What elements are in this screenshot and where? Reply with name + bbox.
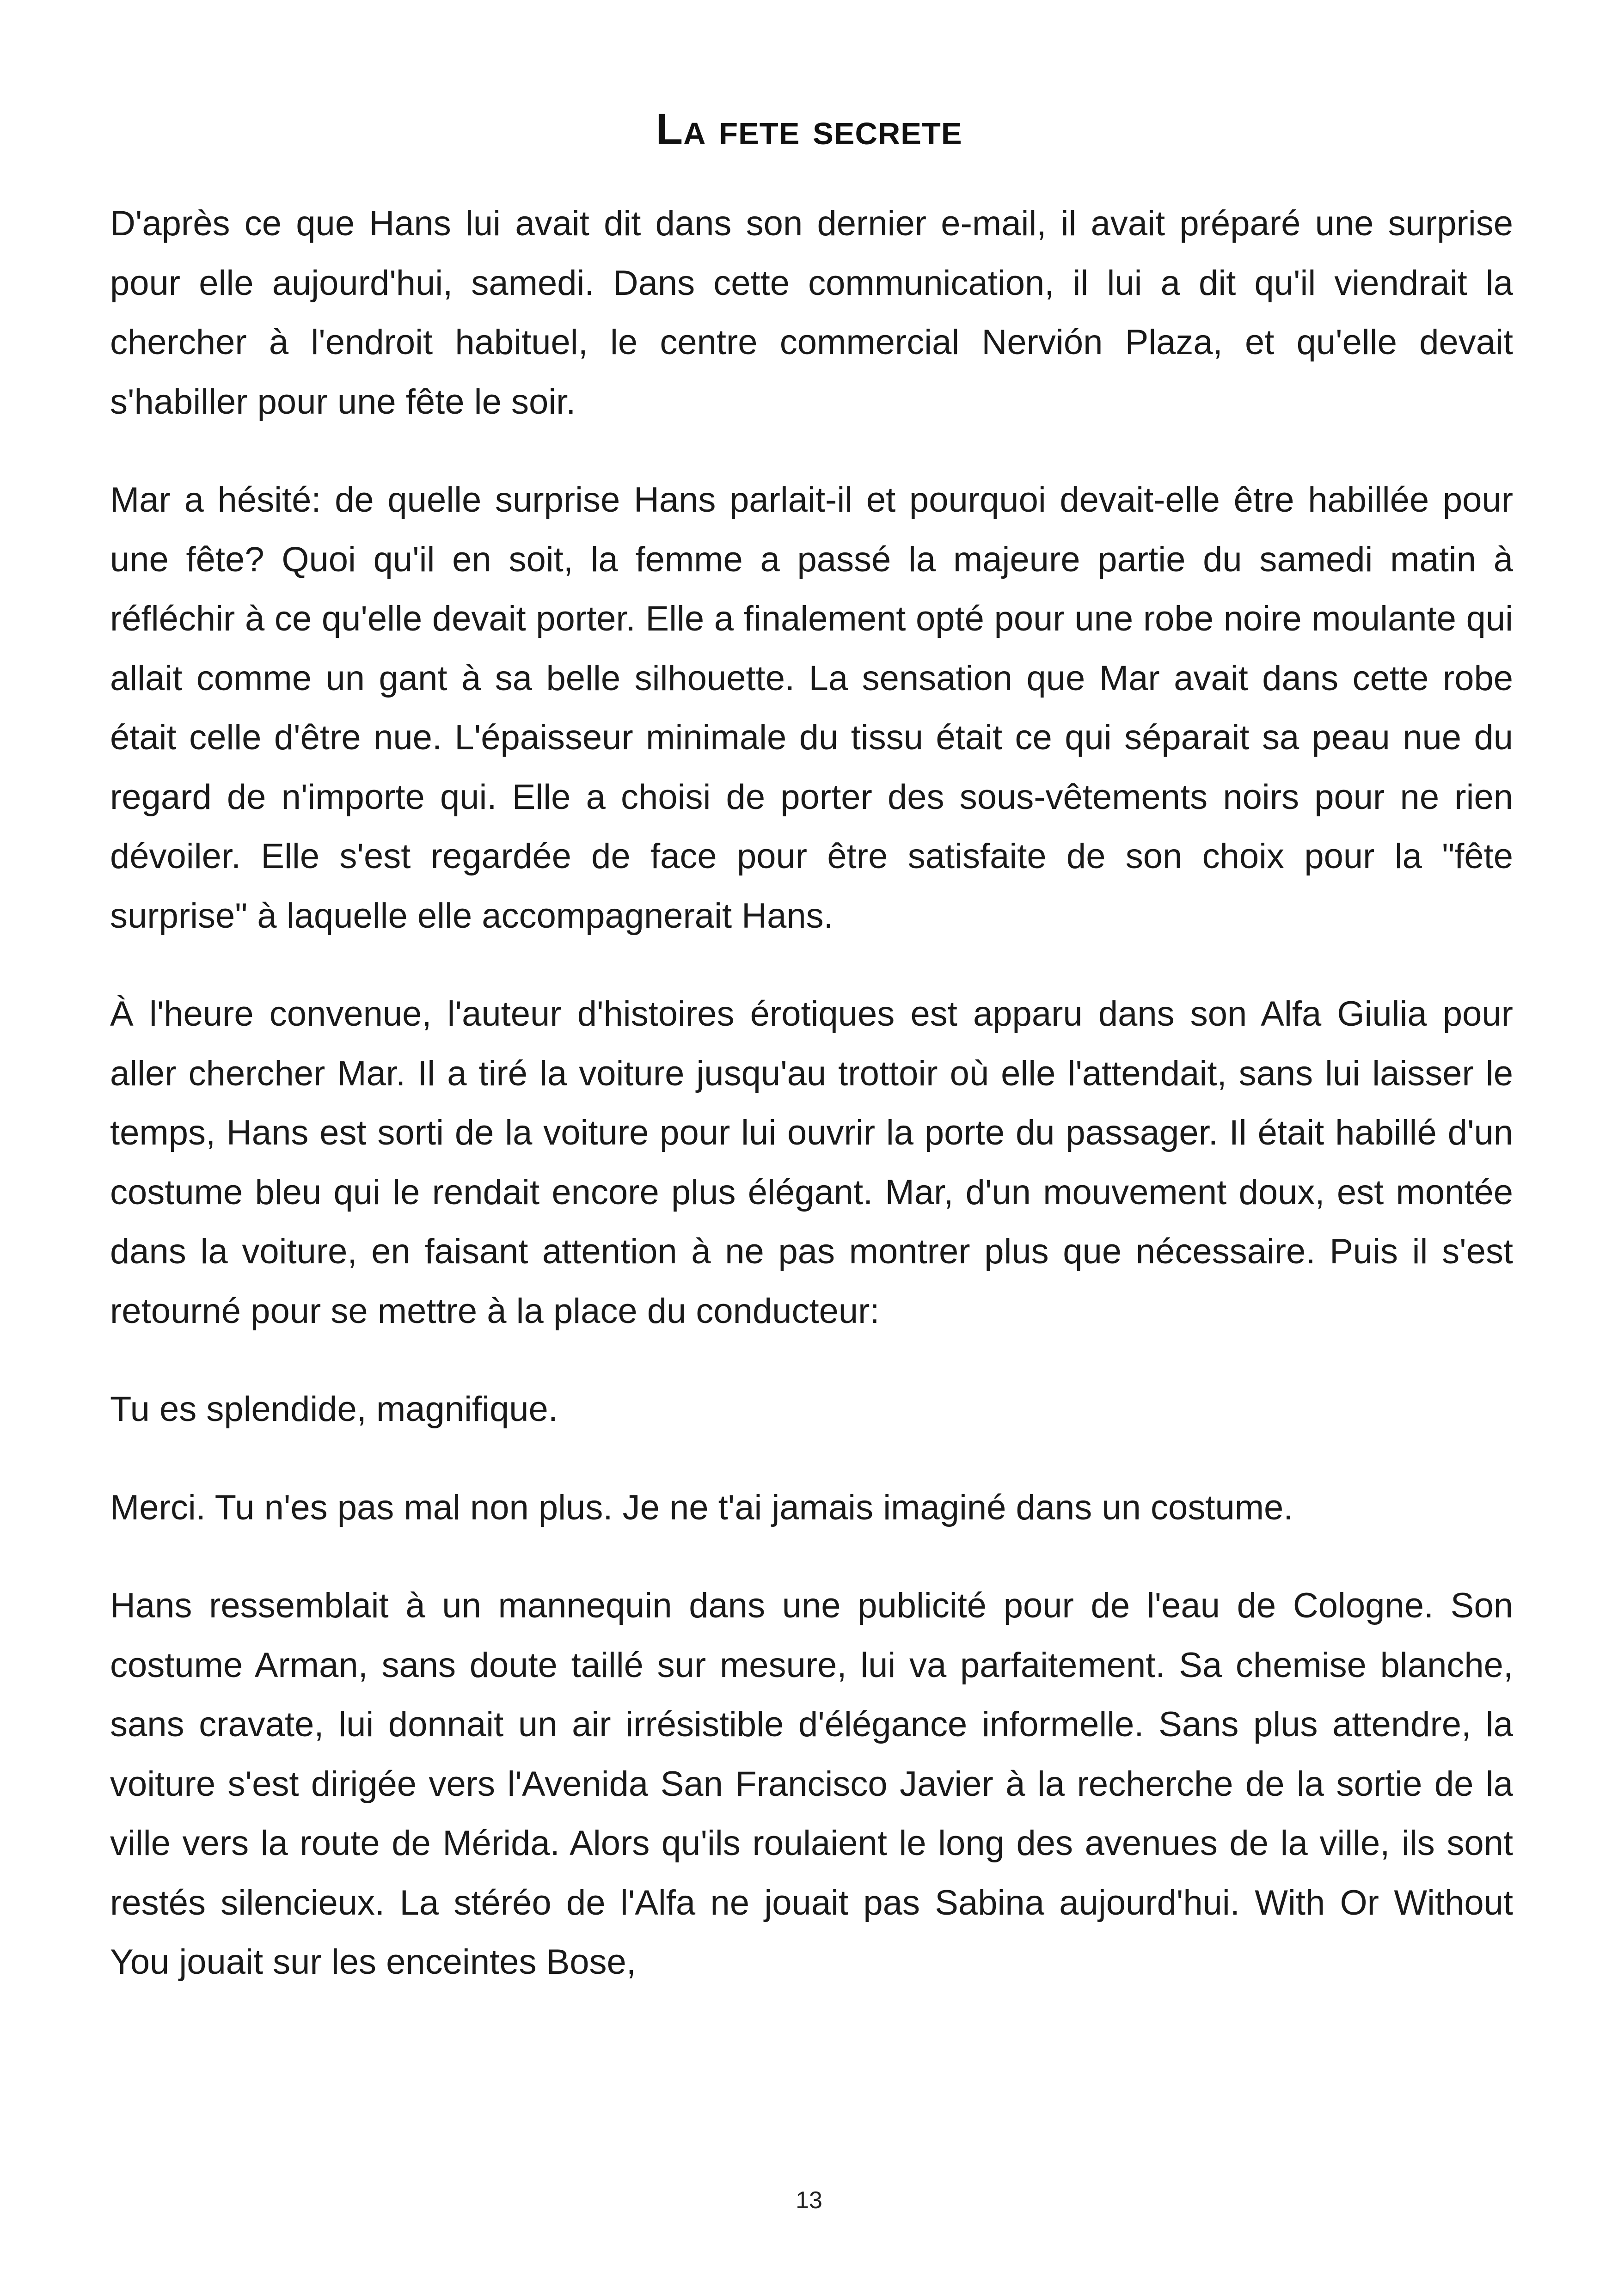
dialogue-line: Tu es splendide, magnifique.	[110, 1390, 558, 1429]
page-number: 13	[796, 2187, 822, 2214]
body-text	[110, 194, 1513, 2031]
paragraph: À l'heure convenue, l'auteur d'histoires érotiques est apparu dans son Alfa Giulia pour aller chercher Mar. Il a tiré la voiture jusqu'au trottoir où elle l'attendait, sans lui laisser le temps, Hans est sorti de la voiture pour lui ouvrir la porte du passager. Il était habillé d'un costume bleu qui le rendait encore plus élégant. Mar, d'un mouvement doux, est montée dans la voiture, en faisant attention à ne pas montrer plus que nécessaire. Puis il s'est retourné pour se mettre à la place du conducteur:	[110, 994, 1513, 1331]
chapter-title: La fete secrete	[656, 104, 962, 154]
paragraph: D'après ce que Hans lui avait dit dans son dernier e-mail, il avait préparé une surprise pour elle aujourd'hui, samedi. Dans cette communication, il lui a dit qu'il viendrait la chercher à l'endroit habituel, le centre commercial Nervión Plaza, et qu'elle devait s'habiller pour une fête le soir.	[110, 204, 1513, 422]
dialogue-line: Merci. Tu n'es pas mal non plus. Je ne t'ai jamais imaginé dans un costume.	[110, 1488, 1293, 1527]
paragraph: Hans ressemblait à un mannequin dans une publicité pour de l'eau de Cologne. Son costume Arman, sans doute taillé sur mesure, lui va parfaitement. Sa chemise blanche, sans cravate, lui donnait un air irrésistible d'élégance informelle. Sans plus attendre, la voiture s'est dirigée vers l'Avenida San Francisco Javier à la recherche de la sortie de la ville vers la route de Mérida. Alors qu'ils roulaient le long des avenues de la ville, ils sont restés silencieux. La stéréo de l'Alfa ne jouait pas Sabina aujourd'hui. With Or Without You jouait sur les enceintes Bose,	[110, 1586, 1513, 1982]
paragraph: Mar a hésité: de quelle surprise Hans parlait-il et pourquoi devait-elle être habillée pour une fête? Quoi qu'il en soit, la femme a passé la majeure partie du samedi matin à réfléchir à ce qu'elle devait porter. Elle a finalement opté pour une robe noire moulante qui allait comme un gant à sa belle silhouette. La sensation que Mar avait dans cette robe était celle d'être nue. L'épaisseur minimale du tissu était ce qui séparait sa peau nue du regard de n'importe qui. Elle a choisi de porter des sous-vêtements noirs pour ne rien dévoiler. Elle s'est regardée de face pour être satisfaite de son choix pour la "fête surprise" à laquelle elle accompagnerait Hans.	[110, 480, 1513, 936]
